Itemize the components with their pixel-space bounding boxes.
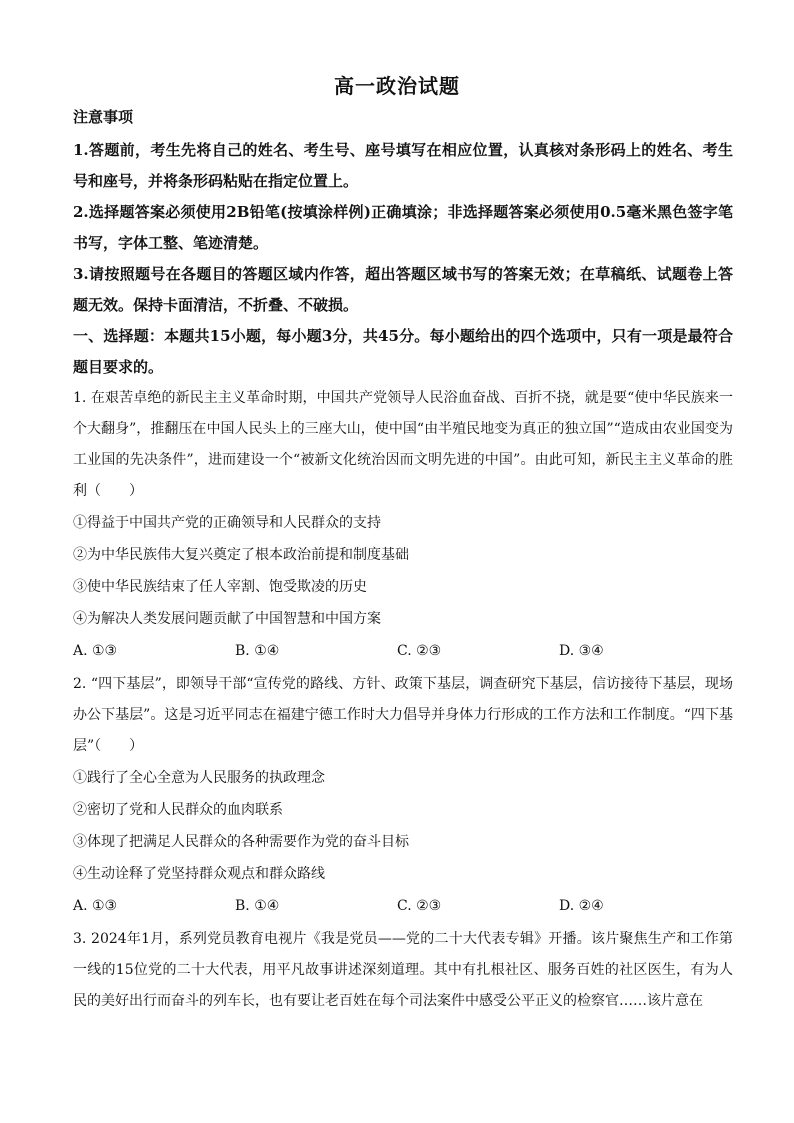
answer-choices — [73, 890, 733, 922]
choice-c: C. ②③ — [397, 898, 442, 914]
choice-d: D. ②④ — [559, 898, 604, 914]
choice-d: D. ③④ — [559, 643, 604, 659]
page-title: 高一政治试题 — [334, 74, 460, 98]
statement-item: ④为解决人类发展问题贡献了中国智慧和中国方案 — [73, 611, 381, 627]
question-stem: 2. “四下基层”，即领导干部“宣传党的路线、方针、政策下基层，调查研究下基层，信访接待下基层，现场办公下基层”。这是习近平同志在福建宁德工作时大力倡导并身体力行形成的工作方法和工作制度。“四下基层”（ ） — [73, 676, 733, 754]
statement-item: ②为中华民族伟大复兴奠定了根本政治前提和制度基础 — [73, 547, 409, 563]
choice-c: C. ②③ — [397, 643, 442, 659]
notice-item-2: 2.选择题答案必须使用2B铅笔(按填涂样例)正确填涂；非选择题答案必须使用0.5毫米黑色签字笔书写，字体工整、笔迹清楚。 — [73, 203, 733, 252]
answer-choices — [73, 635, 733, 667]
section-heading: 一、选择题：本题共15小题，每小题3分，共45分。每小题给出的四个选项中，只有一项是最符合题目要求的。 — [73, 327, 733, 376]
statement-item: ③体现了把满足人民群众的各种需要作为党的奋斗目标 — [73, 834, 409, 850]
statement-item: ④生动诠释了党坚持群众观点和群众路线 — [73, 866, 325, 882]
question-2 — [73, 669, 733, 922]
choice-b: B. ①④ — [235, 643, 280, 659]
choice-a: A. ①③ — [73, 898, 118, 914]
exam-content — [73, 107, 733, 1017]
statement-item: ②密切了党和人民群众的血肉联系 — [73, 802, 283, 818]
choice-a: A. ①③ — [73, 643, 118, 659]
question-1 — [73, 383, 733, 667]
notice-item-3: 3.请按照题号在各题目的答题区域内作答，超出答题区域书写的答案无效；在草稿纸、试题卷上答题无效。保持卡面清洁，不折叠、不破损。 — [73, 265, 733, 314]
statement-item: ③使中华民族结束了任人宰割、饱受欺凌的历史 — [73, 579, 367, 595]
question-stem: 3. 2024年1月，系列党员教育电视片《我是党员——党的二十大代表专辑》开播。该片聚焦生产和工作第一线的15位党的二十大代表，用平凡故事讲述深刻道理。其中有扎根社区、服务百姓的社区医生，有为人民的美好出行而奋斗的列车长，也有要让老百姓在每个司法案件中感受公平正义的检察官……该片意在 — [73, 931, 733, 1009]
notice-heading: 注意事项 — [73, 108, 134, 126]
statement-item: ①践行了全心全意为人民服务的执政理念 — [73, 770, 325, 786]
statement-item: ①得益于中国共产党的正确领导和人民群众的支持 — [73, 515, 381, 531]
question-stem: 1. 在艰苦卓绝的新民主主义革命时期，中国共产党领导人民浴血奋战、百折不挠，就是要“使中华民族来一个大翻身”，推翻压在中国人民头上的三座大山，使中国“由半殖民地变为真正的独立国”“造成由农业国变为工业国的先决条件”，进而建设一个“被新文化统治因而文明先进的中国”。由此可知，新民主主义革命的胜利（ ） — [73, 390, 733, 499]
notice-item-1: 1.答题前，考生先将自己的姓名、考生号、座号填写在相应位置，认真核对条形码上的姓名、考生号和座号，并将条形码粘贴在指定位置上。 — [73, 141, 733, 190]
question-3 — [73, 924, 733, 1017]
choice-b: B. ①④ — [235, 898, 280, 914]
